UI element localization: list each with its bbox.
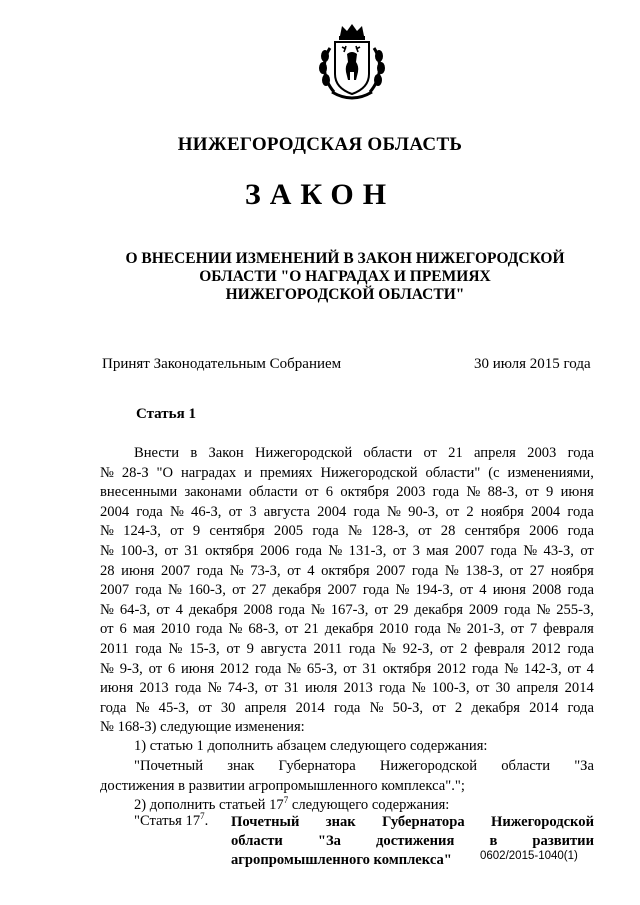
list-item-2 <box>134 797 449 814</box>
word: Внести <box>134 445 180 461</box>
word: 160-З, <box>188 582 226 599</box>
word: 6 <box>167 660 176 677</box>
word: № <box>347 523 362 540</box>
word: от <box>148 660 163 677</box>
word: октября <box>340 484 389 501</box>
word: № <box>100 464 114 481</box>
word: "За <box>317 833 341 849</box>
word: октября <box>382 660 432 677</box>
word: от <box>432 699 446 716</box>
word: от <box>509 562 524 579</box>
word: Губернатора <box>382 814 465 830</box>
word: от <box>198 699 212 716</box>
word: области <box>231 833 283 849</box>
word: года <box>432 484 460 501</box>
word: от <box>567 660 581 677</box>
word: 74-З, <box>227 680 259 697</box>
word: знак <box>227 758 255 774</box>
word: от <box>226 640 240 657</box>
word: 29 <box>393 601 409 618</box>
word: года <box>135 640 162 657</box>
word: года <box>414 621 441 638</box>
coat-of-arms-icon <box>312 22 392 106</box>
paragraph-line <box>100 542 594 562</box>
quoted-line: достижения в развитии агропромышленного комплекса"."; <box>100 777 465 794</box>
word: 2007 <box>100 582 130 599</box>
word: 6 <box>119 621 127 638</box>
region-title: НИЖЕГОРОДСКАЯ ОБЛАСТЬ <box>177 134 463 155</box>
word: 2013 <box>139 680 169 697</box>
word: № <box>387 503 401 520</box>
paragraph-line <box>100 601 594 621</box>
word: от <box>475 680 490 697</box>
paragraph-line <box>100 581 594 601</box>
item2-tail: следующего содержания: <box>288 797 450 813</box>
word: 142-З, <box>523 660 562 677</box>
word: 31 <box>284 680 299 697</box>
word: внесенными <box>100 484 178 501</box>
word: 2007 <box>160 562 191 579</box>
word: от <box>343 660 357 677</box>
word: 4 <box>586 660 594 677</box>
word: "О <box>156 464 174 481</box>
word: декабря <box>414 601 463 618</box>
word: от <box>264 680 278 697</box>
word: в <box>489 833 498 849</box>
word: года <box>504 601 531 618</box>
word: года <box>567 445 594 461</box>
word: апреля <box>474 445 516 461</box>
word: 50-З, <box>392 699 424 716</box>
word: № <box>168 582 182 599</box>
word: 2011 <box>313 640 343 657</box>
word: года <box>567 523 594 540</box>
word: июля <box>305 680 338 697</box>
art17-title-line: агропромышленного комплекса" <box>231 852 452 868</box>
word: 31 <box>362 660 377 677</box>
word: года <box>312 523 339 540</box>
word: 138-З, <box>465 562 504 579</box>
word: 9 <box>546 484 554 501</box>
word: 124-З, <box>123 523 161 540</box>
word: 2004 <box>531 503 561 520</box>
word: от <box>305 484 319 501</box>
word: года <box>254 660 282 677</box>
word: Нижегородской <box>379 758 478 774</box>
word: 4 <box>175 601 183 618</box>
list-item-1: 1) статью 1 дополнить абзацем следующего содержания: <box>134 738 488 754</box>
word: года <box>353 503 380 520</box>
word: июня <box>121 562 155 579</box>
word: 2003 <box>396 484 426 501</box>
word: № <box>100 523 114 540</box>
word: от <box>392 542 407 559</box>
word: от <box>423 445 437 461</box>
word: 64-З, <box>119 601 151 618</box>
word: 9 <box>192 523 201 540</box>
word: № <box>168 640 183 657</box>
word: № <box>310 601 325 618</box>
word: года <box>411 562 439 579</box>
subtitle-line: НИЖЕГОРОДСКОЙ ОБЛАСТИ" <box>225 286 465 303</box>
word: от <box>287 562 301 579</box>
word: 2006 <box>529 523 559 540</box>
word: № <box>100 660 114 677</box>
paragraph-line <box>100 699 594 719</box>
word: 2009 <box>468 601 499 618</box>
word: 2010 <box>160 621 191 638</box>
word: года <box>348 640 376 657</box>
word: № <box>444 562 459 579</box>
word: № <box>207 680 222 697</box>
word: 2012 <box>437 660 467 677</box>
word: 2005 <box>273 523 304 540</box>
word: года <box>567 640 594 657</box>
word: 2008 <box>532 582 562 599</box>
word: (с <box>488 464 500 481</box>
word: года <box>490 542 517 559</box>
word: 2012 <box>220 660 250 677</box>
word: № <box>382 640 396 657</box>
word: 2007 <box>376 562 406 579</box>
word: "За <box>574 758 594 774</box>
item2-superscript: 7 <box>283 795 289 805</box>
word: года <box>196 562 224 579</box>
word: июня <box>180 660 215 677</box>
word: 2 <box>454 699 463 716</box>
article-heading: Статья 1 <box>136 406 196 422</box>
word: "Почетный <box>134 758 204 774</box>
art17-title-line <box>231 832 594 851</box>
word: 2014 <box>529 699 559 716</box>
paragraph-line <box>100 503 594 523</box>
word: 9 <box>246 640 254 657</box>
word: № <box>369 699 384 716</box>
word: февраля <box>543 621 594 638</box>
quoted-line <box>100 757 594 777</box>
word: года <box>196 621 223 638</box>
word: октября <box>321 562 370 579</box>
word: года <box>334 699 361 716</box>
word: года <box>135 582 162 599</box>
word: № <box>395 582 410 599</box>
paragraph-line <box>100 483 594 503</box>
word: декабря <box>188 601 238 618</box>
word: № <box>135 699 150 716</box>
word: № <box>523 542 538 559</box>
word: года <box>379 680 406 697</box>
word: 100-З, <box>120 542 159 559</box>
word: года <box>567 582 594 599</box>
word: июня <box>492 582 526 599</box>
word: года <box>362 582 390 599</box>
word: № <box>328 542 343 559</box>
article-paragraph <box>100 444 594 738</box>
paragraph-last-line: № 168-З) следующие изменения: <box>100 719 305 736</box>
word: № <box>504 660 519 677</box>
paragraph-line <box>100 620 594 640</box>
word: 2006 <box>260 542 290 559</box>
word: мая <box>132 621 156 638</box>
word: № <box>411 680 426 697</box>
word: 43-З, <box>543 542 574 559</box>
art17-label-tail: . <box>204 813 209 829</box>
word: 2007 <box>327 582 357 599</box>
paragraph-line <box>100 660 594 680</box>
word: 21 <box>448 445 463 461</box>
word: августа <box>263 503 310 520</box>
subtitle-line: О ВНЕСЕНИИ ИЗМЕНЕНИЙ В ЗАКОН НИЖЕГОРОДСКОЙ <box>125 250 565 267</box>
art17-label-text: "Статья 17 <box>134 813 201 829</box>
word: области <box>501 758 551 774</box>
word: Нижегородской <box>320 464 418 481</box>
subtitle-line: ОБЛАСТИ "О НАГРАДАХ И ПРЕМИЯХ <box>199 268 491 285</box>
word: Закон <box>208 445 244 461</box>
word: 2007 <box>454 542 485 559</box>
word: № <box>169 503 184 520</box>
document-type-title: ЗАКОН <box>244 178 396 211</box>
word: июня <box>100 680 134 697</box>
word: от <box>459 582 473 599</box>
word: 4 <box>479 582 487 599</box>
word: года <box>174 680 202 697</box>
word: 92-З, <box>402 640 434 657</box>
word: 2013 <box>343 680 373 697</box>
word: 2014 <box>295 699 325 716</box>
word: от <box>525 484 539 501</box>
word: декабря <box>471 699 521 716</box>
word: 88-З, <box>487 484 518 501</box>
word: 31 <box>184 542 199 559</box>
word: 194-З, <box>415 582 454 599</box>
word: февраля <box>474 640 525 657</box>
word: от <box>580 542 594 559</box>
word: № <box>228 621 243 638</box>
word: изменениями, <box>507 464 594 481</box>
word: от <box>156 601 170 618</box>
word: развитии <box>532 833 594 849</box>
word: декабря <box>272 582 322 599</box>
word: ноября <box>550 562 594 579</box>
word: 2014 <box>564 680 594 697</box>
word: года <box>472 660 499 677</box>
word: Нижегородской <box>254 445 353 461</box>
word: в <box>190 445 198 461</box>
word: 30 <box>495 680 511 697</box>
adoption-date: 30 июля 2015 года <box>474 356 591 372</box>
word: от <box>374 601 388 618</box>
art17-superscript: 7 <box>200 811 205 821</box>
word: 2003 <box>527 445 557 461</box>
word: области" <box>425 464 481 481</box>
word: № <box>466 484 481 501</box>
adopted-by: Принят Законодательным Собранием <box>102 356 342 372</box>
word: 2004 <box>317 503 347 520</box>
paragraph-line <box>100 444 594 464</box>
word: Губернатора <box>278 758 356 774</box>
word: 131-З, <box>348 542 387 559</box>
word: 65-З, <box>306 660 338 677</box>
word: года <box>278 601 305 618</box>
word: 201-З, <box>466 621 505 638</box>
word: апреля <box>244 699 287 716</box>
word: 2 <box>460 640 468 657</box>
word: года <box>567 503 594 520</box>
word: законами <box>184 484 242 501</box>
paragraph-line <box>100 562 594 582</box>
word: 68-З, <box>248 621 279 638</box>
word: декабря <box>324 621 374 638</box>
law-subtitle <box>110 250 580 304</box>
word: ноября <box>480 503 524 520</box>
word: области <box>363 445 413 461</box>
word: октября <box>205 542 254 559</box>
word: от <box>284 621 299 638</box>
word: 2008 <box>243 601 273 618</box>
word: 167-З, <box>330 601 369 618</box>
word: Почетный <box>231 814 300 830</box>
word: года <box>100 699 127 716</box>
word: 30 <box>220 699 236 716</box>
word: от <box>228 503 243 520</box>
word: 46-З, <box>191 503 222 520</box>
word: 4 <box>307 562 315 579</box>
word: достижения <box>376 833 455 849</box>
word: 90-З, <box>408 503 439 520</box>
word: 3 <box>249 503 257 520</box>
word: от <box>232 582 246 599</box>
word: года <box>567 699 594 716</box>
word: № <box>536 601 551 618</box>
item2-text: 2) дополнить статьей 17 <box>134 797 284 813</box>
word: сентября <box>464 523 520 540</box>
word: 27 <box>251 582 267 599</box>
word: 15-З, <box>189 640 220 657</box>
word: премиях <box>259 464 313 481</box>
word: № <box>446 621 461 638</box>
word: наградах <box>180 464 237 481</box>
word: 128-З, <box>371 523 409 540</box>
word: года <box>136 503 163 520</box>
art17-title-line <box>231 813 594 832</box>
word: Нижегородской <box>491 814 594 830</box>
word: года <box>295 542 323 559</box>
word: и <box>244 464 252 481</box>
word: 2010 <box>379 621 409 638</box>
word: № <box>100 542 114 559</box>
word: от <box>170 523 184 540</box>
word: знак <box>325 814 356 830</box>
word: апреля <box>516 680 559 697</box>
paragraph-line <box>100 640 594 660</box>
document-number: 0602/2015-1040(1) <box>480 850 578 862</box>
paragraph-line <box>100 464 594 484</box>
word: от <box>510 621 524 638</box>
paragraph-line <box>100 679 594 699</box>
word: 45-З, <box>158 699 190 716</box>
word: сентября <box>209 523 265 540</box>
word: 28 <box>440 523 456 540</box>
word: 7 <box>529 621 538 638</box>
word: 2 <box>466 503 474 520</box>
word: 27 <box>529 562 545 579</box>
article-17-label <box>134 813 208 830</box>
word: 2012 <box>531 640 561 657</box>
word: июня <box>560 484 594 501</box>
quoted-text <box>100 757 594 796</box>
word: мая <box>426 542 449 559</box>
word: 28-З <box>121 464 149 481</box>
word: от <box>164 542 178 559</box>
word: 3 <box>412 542 420 559</box>
word: 6 <box>325 484 334 501</box>
word: 2011 <box>100 640 129 657</box>
word: от <box>418 523 432 540</box>
word: 2004 <box>100 503 130 520</box>
word: 9-З, <box>119 660 143 677</box>
word: 100-З, <box>431 680 470 697</box>
word: 255-З, <box>556 601 594 618</box>
word: от <box>439 640 454 657</box>
word: области <box>248 484 298 501</box>
word: № <box>100 601 114 618</box>
word: 73-З, <box>250 562 281 579</box>
word: 21 <box>304 621 319 638</box>
word: 28 <box>100 562 115 579</box>
word: от <box>100 621 114 638</box>
word: августа <box>260 640 307 657</box>
word: № <box>229 562 244 579</box>
paragraph-line <box>100 522 594 542</box>
word: от <box>445 503 460 520</box>
word: № <box>287 660 302 677</box>
